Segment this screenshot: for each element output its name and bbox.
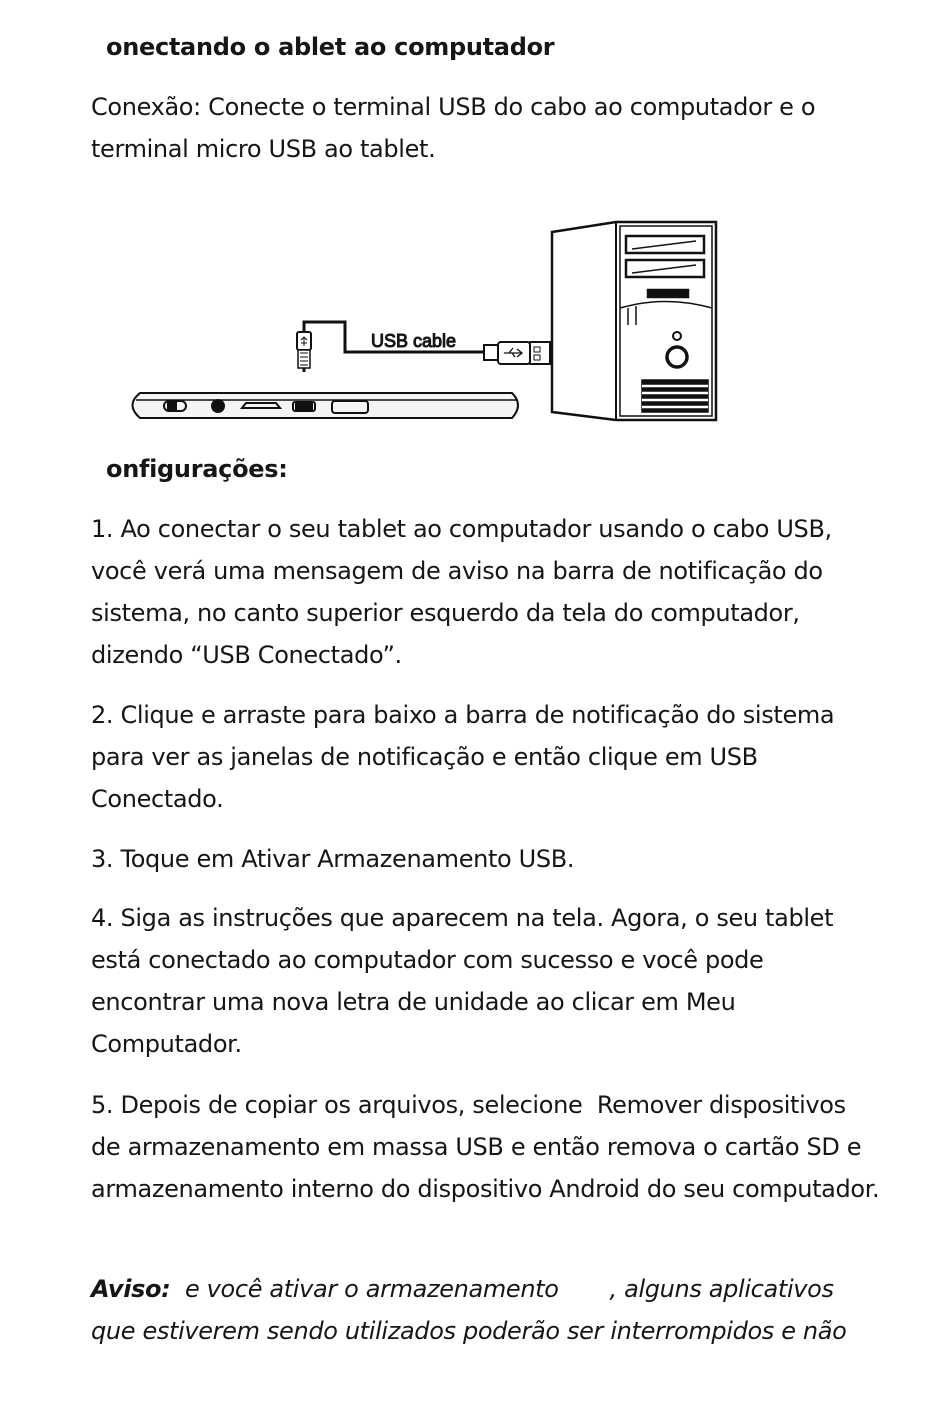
section-heading-connecting: onectando o ablet ao computador xyxy=(106,33,555,61)
desktop-computer xyxy=(552,222,716,420)
step-4: 4. Siga as instruções que aparecem na tela. Agora, o seu tablet está conectado ao computador com sucesso e você pode encontrar uma nova letra de unidade ao clicar em Meu Computador. xyxy=(91,904,841,1058)
tablet-device xyxy=(133,393,519,418)
cable-label: USB cable xyxy=(371,331,457,351)
step-2: 2. Clique e arraste para baixo a barra de notificação do sistema para ver as janelas de notificação e então clique em USB Conectado. xyxy=(91,701,842,813)
notice-label: Aviso: xyxy=(91,1275,171,1303)
notice-text: e você ativar o armazenamento , alguns aplicativos que estiverem sendo utilizados poderão ser interrompidos e não xyxy=(91,1275,847,1345)
connection-intro: Conexão: Conecte o terminal USB do cabo ao computador e o terminal micro USB ao tablet. xyxy=(91,93,823,163)
step-3: 3. Toque em Ativar Armazenamento USB. xyxy=(91,845,575,873)
headphone-jack-icon xyxy=(212,400,224,412)
step-5: 5. Depois de copiar os arquivos, selecione Remover dispositivos de armazenamento em massa USB e então remova o cartão SD e armazenamento interno do dispositivo Android do seu computador. xyxy=(91,1091,880,1203)
section-heading-settings: onfigurações: xyxy=(106,455,288,483)
power-led-icon xyxy=(673,332,681,340)
floppy-drive-icon xyxy=(648,290,688,297)
step-1: 1. Ao conectar o seu tablet ao computador usando o cabo USB, você verá uma mensagem de aviso na barra de notificação do sistema, no canto superior esquerdo da tela do computador, dizendo “USB Conectado”. xyxy=(91,515,840,669)
notice-paragraph xyxy=(91,1268,881,1352)
usb-cable xyxy=(297,322,550,372)
usb-connection-diagram xyxy=(120,200,730,435)
power-button-icon xyxy=(667,347,687,367)
usb-connection-illustration xyxy=(120,200,730,435)
